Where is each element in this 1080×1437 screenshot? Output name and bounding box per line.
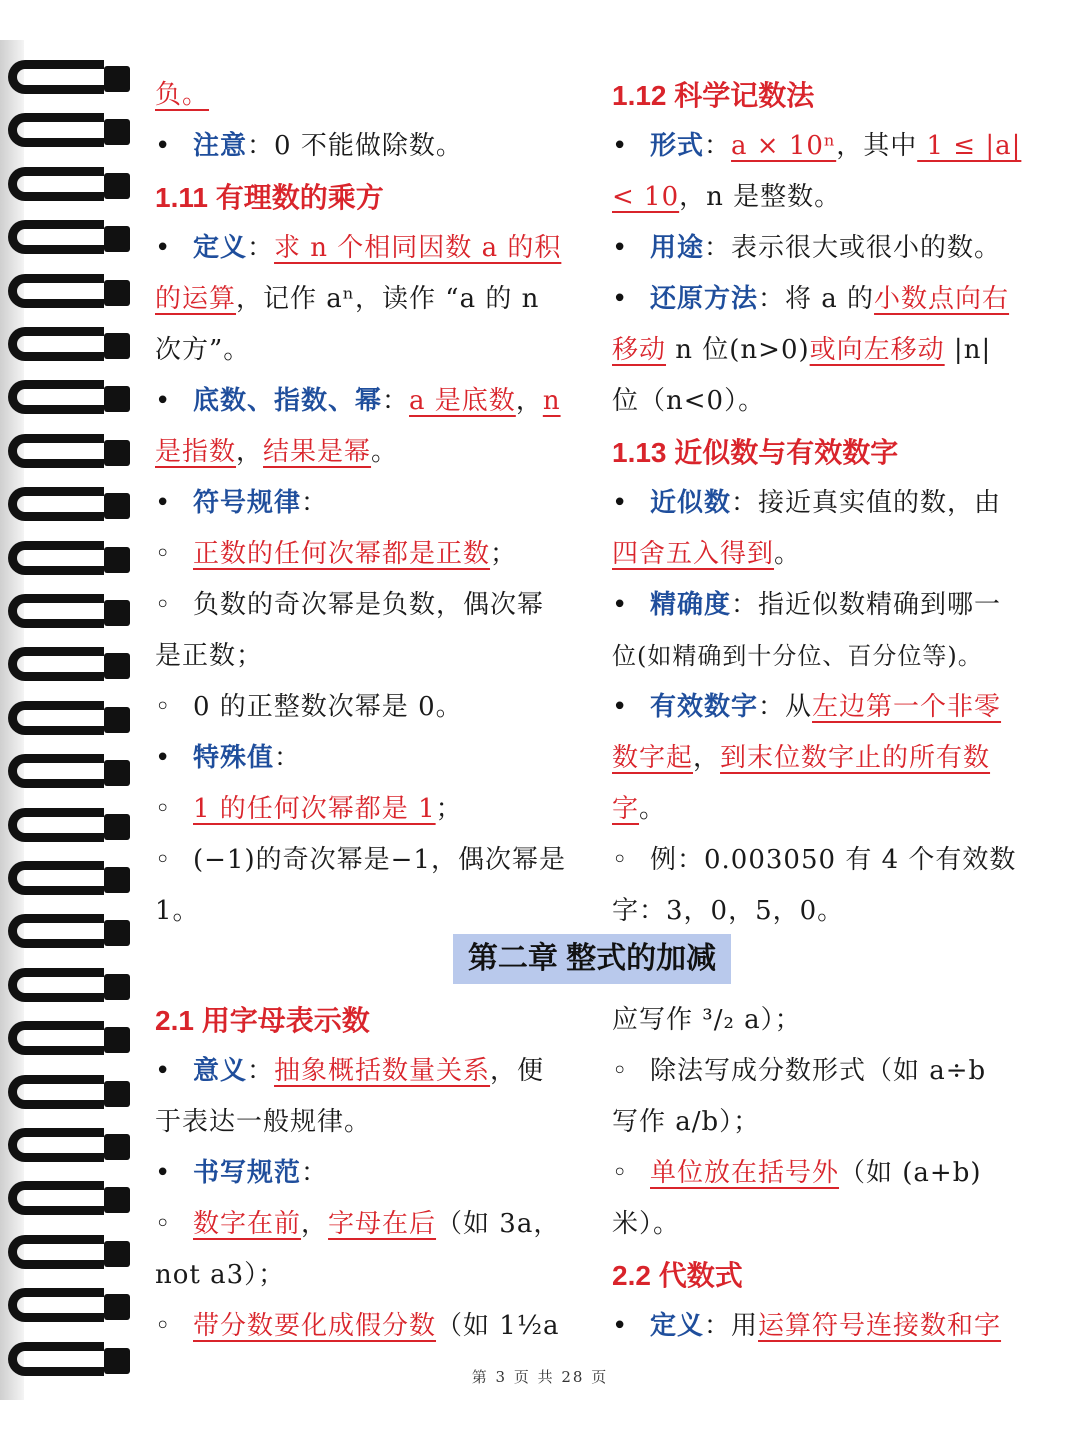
bullet-icon: • bbox=[612, 692, 629, 722]
binding-ring-icon bbox=[8, 701, 126, 741]
highlight-text: 1 的任何次幂都是 1 bbox=[193, 794, 436, 824]
text: （如 3a， bbox=[436, 1209, 561, 1239]
bullet-icon: • bbox=[155, 233, 172, 263]
bullet-icon: • bbox=[155, 386, 172, 416]
binding-ring-icon bbox=[8, 1235, 126, 1275]
list-item bbox=[612, 478, 1032, 529]
text: ： bbox=[382, 386, 410, 416]
right-column-top bbox=[612, 70, 1032, 937]
sub-list-item bbox=[155, 682, 575, 733]
highlight-text: 抽象概括数量关系 bbox=[274, 1056, 491, 1086]
circle-bullet-icon: ◦ bbox=[155, 692, 172, 722]
text: ：从 bbox=[758, 692, 813, 722]
highlight-text: a 是底数 bbox=[409, 386, 516, 416]
highlight-text: 数字起 bbox=[612, 743, 694, 773]
text: 米）。 bbox=[612, 1209, 681, 1239]
text: ： bbox=[247, 1056, 275, 1086]
text: 例：0.003050 有 4 个有效数 bbox=[650, 845, 1017, 875]
text: 。 bbox=[371, 437, 399, 467]
highlight-text: 字 bbox=[612, 794, 640, 824]
circle-bullet-icon: ◦ bbox=[155, 845, 172, 875]
text: 。 bbox=[639, 794, 667, 824]
list-item bbox=[612, 580, 1032, 631]
section-heading: 1.11 有理数的乘方 bbox=[155, 182, 384, 213]
spiral-binding bbox=[0, 60, 140, 1400]
text-line bbox=[155, 631, 575, 682]
binding-ring-icon bbox=[8, 1021, 126, 1061]
term-label: 用途 bbox=[650, 233, 705, 263]
binding-ring-icon bbox=[8, 914, 126, 954]
text-line bbox=[612, 631, 1032, 682]
text-line bbox=[155, 886, 575, 937]
sub-list-item bbox=[155, 580, 575, 631]
bullet-icon: • bbox=[612, 590, 629, 620]
list-item bbox=[612, 1301, 1032, 1352]
term-label: 定义 bbox=[650, 1311, 705, 1341]
text: 字：3，0，5，0。 bbox=[612, 896, 845, 926]
sub-list-item bbox=[612, 835, 1032, 886]
text: ， bbox=[515, 386, 543, 416]
text-line bbox=[612, 376, 1032, 427]
list-item bbox=[612, 682, 1032, 733]
text: ，记作 aⁿ，读作 “a 的 n bbox=[236, 284, 540, 314]
binding-ring-icon bbox=[8, 754, 126, 794]
text: ：表示很大或很小的数。 bbox=[704, 233, 1002, 263]
sub-list-item bbox=[155, 784, 575, 835]
binding-ring-icon bbox=[8, 220, 126, 260]
text: ： bbox=[274, 743, 302, 773]
text: 是正数； bbox=[155, 641, 264, 671]
binding-ring-icon bbox=[8, 647, 126, 687]
binding-ring-icon bbox=[8, 167, 126, 207]
text: ， bbox=[236, 437, 264, 467]
text: ：接近真实值的数，由 bbox=[731, 488, 1002, 518]
text: ：用 bbox=[704, 1311, 759, 1341]
highlight-text: 小数点向右 bbox=[874, 284, 1010, 314]
bullet-icon: • bbox=[155, 743, 172, 773]
highlight-text: 移动 bbox=[612, 335, 667, 365]
text: ， bbox=[693, 743, 721, 773]
text: ，便 bbox=[490, 1056, 545, 1086]
text: （如 (a+b) bbox=[839, 1158, 982, 1188]
circle-bullet-icon: ◦ bbox=[155, 539, 172, 569]
text-line bbox=[612, 995, 1032, 1046]
text-line bbox=[612, 733, 1032, 784]
bullet-icon: • bbox=[155, 131, 172, 161]
sub-list-item bbox=[612, 1046, 1032, 1097]
highlight-text: < 10 bbox=[612, 182, 680, 212]
binding-ring-icon bbox=[8, 434, 126, 474]
text: ，其中 bbox=[836, 131, 918, 161]
text-line bbox=[612, 529, 1032, 580]
sub-list-item bbox=[155, 1199, 575, 1250]
circle-bullet-icon: ◦ bbox=[155, 1209, 172, 1239]
bullet-icon: • bbox=[155, 1056, 172, 1086]
binding-ring-icon bbox=[8, 274, 126, 314]
highlight-text: 四舍五入得到 bbox=[612, 539, 775, 569]
list-item bbox=[155, 478, 575, 529]
list-item bbox=[155, 733, 575, 784]
text: ，n 是整数。 bbox=[679, 182, 842, 212]
bullet-icon: • bbox=[612, 488, 629, 518]
text: 位(如精确到十分位、百分位等)。 bbox=[612, 642, 983, 670]
text-line bbox=[612, 1097, 1032, 1148]
binding-ring-icon bbox=[8, 380, 126, 420]
list-item bbox=[612, 274, 1032, 325]
text: 于表达一般规律。 bbox=[155, 1107, 372, 1137]
term-label: 底数、指数、幂 bbox=[193, 386, 383, 416]
highlight-text: 1 ≤ |a| bbox=[917, 131, 1022, 161]
binding-ring-icon bbox=[8, 487, 126, 527]
list-item bbox=[612, 121, 1032, 172]
highlight-text: 是指数 bbox=[155, 437, 237, 467]
text: ：0 不能做除数。 bbox=[247, 131, 463, 161]
bullet-icon: • bbox=[612, 131, 629, 161]
bullet-icon: • bbox=[612, 233, 629, 263]
highlight-text: 的运算 bbox=[155, 284, 237, 314]
text: 位（n<0）。 bbox=[612, 386, 766, 416]
sub-list-item bbox=[612, 1148, 1032, 1199]
text: 0 的正整数次幂是 0。 bbox=[193, 692, 463, 722]
right-column-bottom bbox=[612, 995, 1032, 1352]
text-line bbox=[155, 274, 575, 325]
binding-ring-icon bbox=[8, 1075, 126, 1115]
section-heading: 2.2 代数式 bbox=[612, 1260, 743, 1291]
circle-bullet-icon: ◦ bbox=[612, 845, 629, 875]
bullet-icon: • bbox=[155, 488, 172, 518]
binding-ring-icon bbox=[8, 60, 126, 100]
term-label: 近似数 bbox=[650, 488, 732, 518]
text: 次方”。 bbox=[155, 335, 251, 365]
text: （如 1½a bbox=[436, 1311, 560, 1341]
text-line bbox=[612, 784, 1032, 835]
highlight-text: 单位放在括号外 bbox=[650, 1158, 840, 1188]
term-label: 意义 bbox=[193, 1056, 248, 1086]
highlight-text: 到末位数字止的所有数 bbox=[720, 743, 991, 773]
term-label: 还原方法 bbox=[650, 284, 759, 314]
text: ： bbox=[301, 1158, 329, 1188]
text: 负。 bbox=[155, 80, 210, 110]
term-label: 符号规律 bbox=[193, 488, 302, 518]
term-label: 精确度 bbox=[650, 590, 732, 620]
highlight-text: 运算符号连接数和字 bbox=[758, 1311, 1002, 1341]
term-label: 定义 bbox=[193, 233, 248, 263]
bullet-icon: • bbox=[155, 1158, 172, 1188]
binding-ring-icon bbox=[8, 327, 126, 367]
term-label: 注意 bbox=[193, 131, 248, 161]
circle-bullet-icon: ◦ bbox=[612, 1056, 629, 1086]
highlight-text: n bbox=[542, 386, 561, 416]
text-line bbox=[612, 1199, 1032, 1250]
text-line bbox=[155, 70, 575, 121]
text-line bbox=[155, 1250, 575, 1301]
text: 除法写成分数形式（如 a÷b bbox=[650, 1056, 987, 1086]
left-column-bottom bbox=[155, 995, 575, 1352]
highlight-text: 或向左移动 bbox=[809, 335, 945, 365]
highlight-text: 正数的任何次幂都是正数 bbox=[193, 539, 491, 569]
text-line bbox=[612, 886, 1032, 937]
binding-ring-icon bbox=[8, 541, 126, 581]
highlight-text: 字母在后 bbox=[328, 1209, 437, 1239]
binding-ring-icon bbox=[8, 1288, 126, 1328]
text: n 位(n>0) bbox=[666, 335, 810, 365]
sub-list-item bbox=[155, 529, 575, 580]
term-label: 特殊值 bbox=[193, 743, 275, 773]
circle-bullet-icon: ◦ bbox=[155, 1311, 172, 1341]
term-label: 有效数字 bbox=[650, 692, 759, 722]
circle-bullet-icon: ◦ bbox=[612, 1158, 629, 1188]
text: 1。 bbox=[155, 896, 200, 926]
sub-list-item bbox=[155, 1301, 575, 1352]
term-label: 书写规范 bbox=[193, 1158, 302, 1188]
binding-ring-icon bbox=[8, 808, 126, 848]
text: ， bbox=[301, 1209, 329, 1239]
highlight-text: 求 n 个相同因数 a 的积 bbox=[274, 233, 562, 263]
text: ； bbox=[435, 794, 463, 824]
text: (−1)的奇次幂是−1，偶次幂是 bbox=[193, 845, 566, 875]
highlight-text: 结果是幂 bbox=[263, 437, 372, 467]
section-heading: 1.13 近似数与有效数字 bbox=[612, 437, 899, 468]
text-line bbox=[612, 325, 1032, 376]
text: ： bbox=[704, 131, 732, 161]
text-line bbox=[155, 1097, 575, 1148]
highlight-text: 带分数要化成假分数 bbox=[193, 1311, 437, 1341]
section-heading: 2.1 用字母表示数 bbox=[155, 1005, 370, 1036]
list-item bbox=[155, 376, 575, 427]
chapter-title: 第二章 整式的加减 bbox=[453, 934, 731, 984]
bullet-icon: • bbox=[612, 1311, 629, 1341]
text: 写作 a/b）； bbox=[612, 1107, 761, 1137]
binding-ring-icon bbox=[8, 1181, 126, 1221]
binding-ring-icon bbox=[8, 861, 126, 901]
text-line bbox=[612, 172, 1032, 223]
text: not a3）； bbox=[155, 1260, 286, 1290]
sub-list-item bbox=[155, 835, 575, 886]
left-column-top bbox=[155, 70, 575, 937]
text: 应写作 ³/₂ a）； bbox=[612, 1005, 802, 1035]
text: 负数的奇次幂是负数，偶次幂 bbox=[193, 590, 545, 620]
highlight-text: 数字在前 bbox=[193, 1209, 302, 1239]
term-label: 形式 bbox=[650, 131, 705, 161]
circle-bullet-icon: ◦ bbox=[155, 590, 172, 620]
list-item bbox=[155, 1148, 575, 1199]
list-item bbox=[612, 223, 1032, 274]
text: ： bbox=[301, 488, 329, 518]
list-item bbox=[155, 223, 575, 274]
binding-ring-icon bbox=[8, 594, 126, 634]
circle-bullet-icon: ◦ bbox=[155, 794, 172, 824]
highlight-text: 左边第一个非零 bbox=[812, 692, 1002, 722]
binding-ring-icon bbox=[8, 113, 126, 153]
text: ： bbox=[247, 233, 275, 263]
bullet-icon: • bbox=[612, 284, 629, 314]
text-line bbox=[155, 325, 575, 376]
list-item bbox=[155, 121, 575, 172]
section-heading: 1.12 科学记数法 bbox=[612, 80, 815, 111]
text: ； bbox=[490, 539, 518, 569]
page-footer: 第 3 页 共 28 页 bbox=[471, 1368, 609, 1386]
binding-ring-icon bbox=[8, 1128, 126, 1168]
text-line bbox=[155, 427, 575, 478]
binding-ring-icon bbox=[8, 968, 126, 1008]
highlight-text: a × 10ⁿ bbox=[731, 131, 837, 161]
text: 。 bbox=[774, 539, 802, 569]
list-item bbox=[155, 1046, 575, 1097]
text: |n| bbox=[944, 335, 992, 365]
text: ：指近似数精确到哪一 bbox=[731, 590, 1002, 620]
text: ：将 a 的 bbox=[758, 284, 875, 314]
